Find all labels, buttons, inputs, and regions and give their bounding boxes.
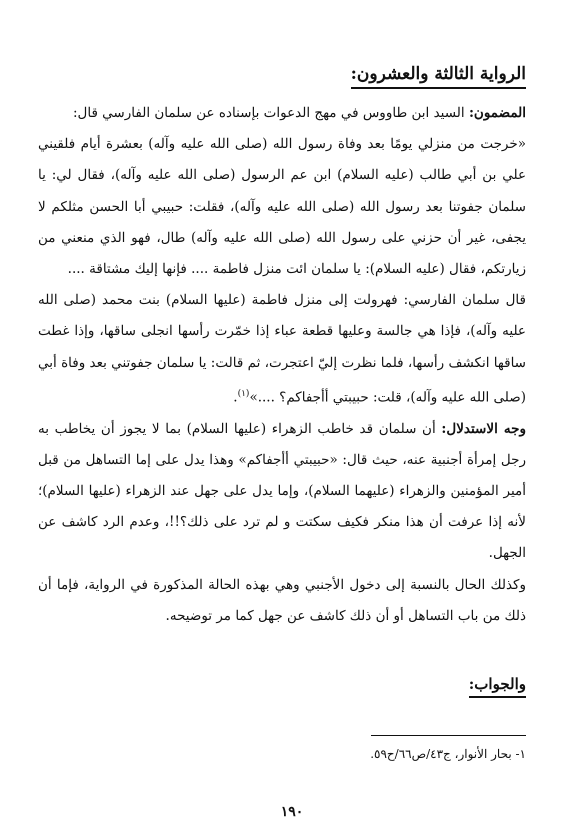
paragraph-quote-1 [38, 129, 526, 285]
closing-punctuation: . [233, 389, 238, 406]
paragraph-text: السيد ابن طاووس في مهج الدعوات بإسناده عن سلمان الفارسي قال: [72, 105, 469, 121]
paragraph-continuation [38, 570, 526, 632]
footnote-marker: (١) [237, 388, 250, 399]
answer-heading: والجواب: [469, 672, 526, 698]
paragraph-text: «خرجت من منزلي يومًا بعد وفاة رسول الله (صلى الله عليه وآله) بعشرة أيام فلقيني علي بن أبي طالب (عليه السلام) ابن عم الرسول (صلى الله عليه وآله)، فقال لي: يا سلمان جفوتنا بعد رسول الله (صلى الله عليه وآله)، فقلت: حبيبي أبا الحسن مثلكم لا يجفى، غير أن حزني على رسول الله (صلى الله عليه وآله) طال، فهو الذي منعني من زيارتكم، فقال (عليه السلام): يا سلمان ائت منزل فاطمة .... فإنها إليك مشتاقة .... [38, 136, 526, 278]
footnote: ١- بحار الأنوار، ج٤٣/ص٦٦/ح٥٩. [370, 747, 526, 761]
paragraph-label: وجه الاستدلال: [441, 420, 527, 437]
paragraph-text: وكذلك الحال بالنسبة إلى دخول الأجنبي وهي بهذه الحالة المذكورة في الرواية، فإما أن ذلك من باب التساهل أو أن ذلك كاشف عن جهل كما مر توضيحه. [38, 576, 526, 624]
section-heading: الرواية الثالثة والعشرون: [351, 62, 526, 89]
paragraph-quote-2 [38, 285, 526, 413]
body-text [38, 98, 526, 632]
paragraph-text: أن سلمان قد خاطب الزهراء (عليها السلام) بما لا يجوز أن يخاطب به رجل إمرأة أجنبية عنه، حيث قال: «حبيبتي أأجفاكم» وهذا يدل على إما التساهل من قبل أمير المؤمنين والزهراء (عليهما السلام)، وإما يدل على جهل عند الزهراء (عليها السلام)؛ لأنه إذا عرفت أن هذا منكر فكيف سكتت و لم ترد على ذلك؟!!، وعدم الرد كاشف عن الجهل. [38, 420, 526, 562]
paragraph-content [38, 98, 526, 129]
paragraph-argument [38, 414, 526, 570]
footnote-divider [371, 735, 526, 736]
page-number: ١٩٠ [280, 804, 304, 820]
paragraph-text: قال سلمان الفارسي: فهرولت إلى منزل فاطمة (عليها السلام) بنت محمد (صلى الله عليه وآله)، فإذا هي جالسة وعليها قطعة عباء إذا خمّرت رأسها انجلى ساقها، وإذا غطت ساقها انكشف رأسها، فلما نظرت إليّ اعتجرت، ثم قالت: يا سلمان جفوتني بعد وفاة أبي (صلى الله عليه وآله)، قلت: حبيبتي أأجفاكم؟ ....» [38, 292, 526, 406]
paragraph-label: المضمون: [468, 105, 526, 121]
